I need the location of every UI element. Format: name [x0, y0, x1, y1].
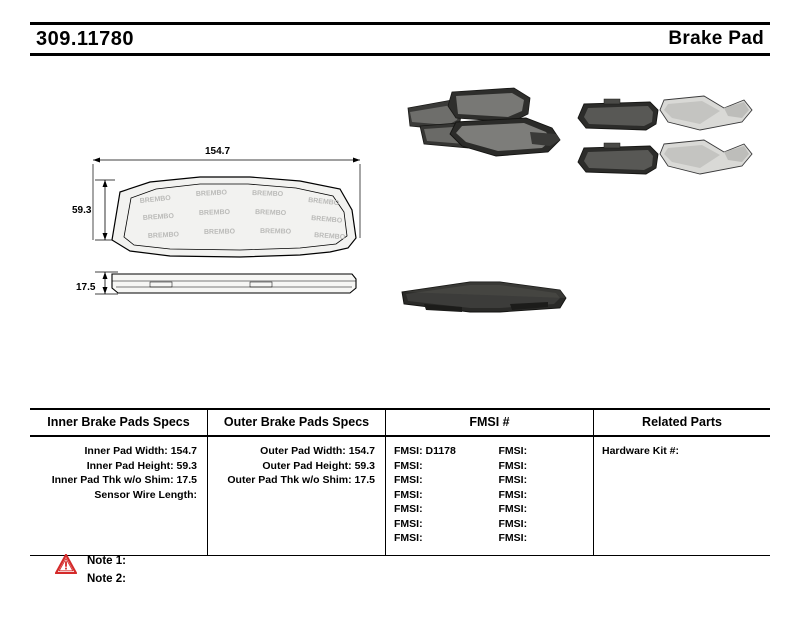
- related-parts-cell: [594, 437, 770, 555]
- document-header: [30, 22, 770, 56]
- dimension-thickness-label: 17.5: [76, 282, 96, 293]
- inner-specs-cell: [30, 437, 208, 555]
- svg-text:BREMBO: BREMBO: [142, 212, 175, 222]
- fmsi-right-value: FMSI:: [498, 445, 528, 457]
- notes-section: [55, 552, 126, 588]
- document-type-title: Brake Pad: [668, 28, 764, 49]
- fmsi-right-value: FMSI:: [498, 474, 528, 486]
- fmsi-cell: [386, 437, 594, 555]
- fmsi-right-value: FMSI:: [498, 503, 528, 515]
- svg-text:BREMBO: BREMBO: [313, 232, 346, 242]
- inner-spec-line: Inner Pad Thk w/o Shim: 17.5: [51, 474, 197, 486]
- svg-text:BREMBO: BREMBO: [307, 197, 340, 208]
- outer-spec-line: Outer Pad Thk w/o Shim: 17.5: [227, 474, 375, 486]
- fmsi-right-value: FMSI:: [498, 532, 528, 544]
- svg-text:BREMBO: BREMBO: [139, 194, 172, 205]
- note-line-2: Note 2:: [87, 573, 126, 585]
- svg-text:BREMBO: BREMBO: [310, 215, 343, 225]
- fmsi-row: [386, 502, 593, 517]
- dimension-height-label: 59.3: [72, 205, 92, 216]
- hardware-kit-line: Hardware Kit #:: [602, 445, 680, 457]
- svg-text:BREMBO: BREMBO: [195, 189, 228, 198]
- outer-specs-cell: [208, 437, 386, 555]
- notes-text-group: [87, 552, 126, 588]
- outer-spec-line: Outer Pad Width: 154.7: [260, 445, 375, 457]
- dimension-width-label: 154.7: [205, 146, 231, 157]
- svg-text:BREMBO: BREMBO: [251, 190, 284, 199]
- line-drawing-group: [93, 158, 360, 295]
- inner-spec-line: Inner Pad Width: 154.7: [84, 445, 197, 457]
- pad-photo-cluster-left: [408, 88, 560, 156]
- column-header-outer-specs: Outer Brake Pads Specs: [208, 410, 386, 435]
- fmsi-row: [386, 531, 593, 546]
- fmsi-left-value: FMSI:: [394, 503, 423, 515]
- fmsi-right-value: FMSI:: [498, 459, 528, 472]
- fmsi-row: [386, 459, 593, 474]
- column-header-fmsi: FMSI #: [386, 410, 594, 435]
- column-header-related-parts: Related Parts: [642, 415, 722, 429]
- drawing-svg: [0, 60, 800, 390]
- fmsi-left-value: FMSI:: [394, 459, 423, 472]
- pad-photo-cluster-right: [578, 96, 752, 174]
- fmsi-row: [386, 517, 593, 532]
- fmsi-row: [386, 488, 593, 503]
- svg-text:BREMBO: BREMBO: [147, 231, 180, 240]
- fmsi-right-value: FMSI:: [498, 517, 528, 530]
- fmsi-left-value: FMSI: D1178: [394, 445, 456, 457]
- column-header-inner-specs: Inner Brake Pads Specs: [30, 410, 208, 435]
- fmsi-right-value: FMSI:: [498, 488, 528, 501]
- fmsi-row: [386, 473, 593, 488]
- part-number: 309.11780: [36, 27, 134, 50]
- inner-spec-line: Inner Pad Height: 59.3: [86, 459, 197, 472]
- specifications-table: [30, 408, 770, 556]
- note-line-1: Note 1:: [87, 555, 126, 567]
- fmsi-row: [386, 444, 593, 459]
- table-body-row: [30, 437, 770, 555]
- pad-side-outline: [112, 274, 356, 293]
- fmsi-left-value: FMSI:: [394, 517, 423, 530]
- svg-text:BREMBO: BREMBO: [259, 228, 292, 236]
- pad-photo-group: [402, 88, 752, 312]
- table-header-row: [30, 410, 770, 437]
- svg-text:BREMBO: BREMBO: [254, 209, 287, 218]
- warning-icon: [55, 554, 77, 574]
- svg-text:BREMBO: BREMBO: [203, 228, 236, 236]
- fmsi-left-value: FMSI:: [394, 474, 423, 486]
- pad-photo-edge: [402, 282, 566, 312]
- fmsi-left-value: FMSI:: [394, 532, 423, 544]
- technical-drawing-area: [0, 60, 800, 390]
- outer-spec-line: Outer Pad Height: 59.3: [262, 459, 375, 472]
- svg-text:BREMBO: BREMBO: [198, 208, 231, 217]
- fmsi-left-value: FMSI:: [394, 488, 423, 501]
- inner-spec-line: Sensor Wire Length:: [94, 488, 197, 501]
